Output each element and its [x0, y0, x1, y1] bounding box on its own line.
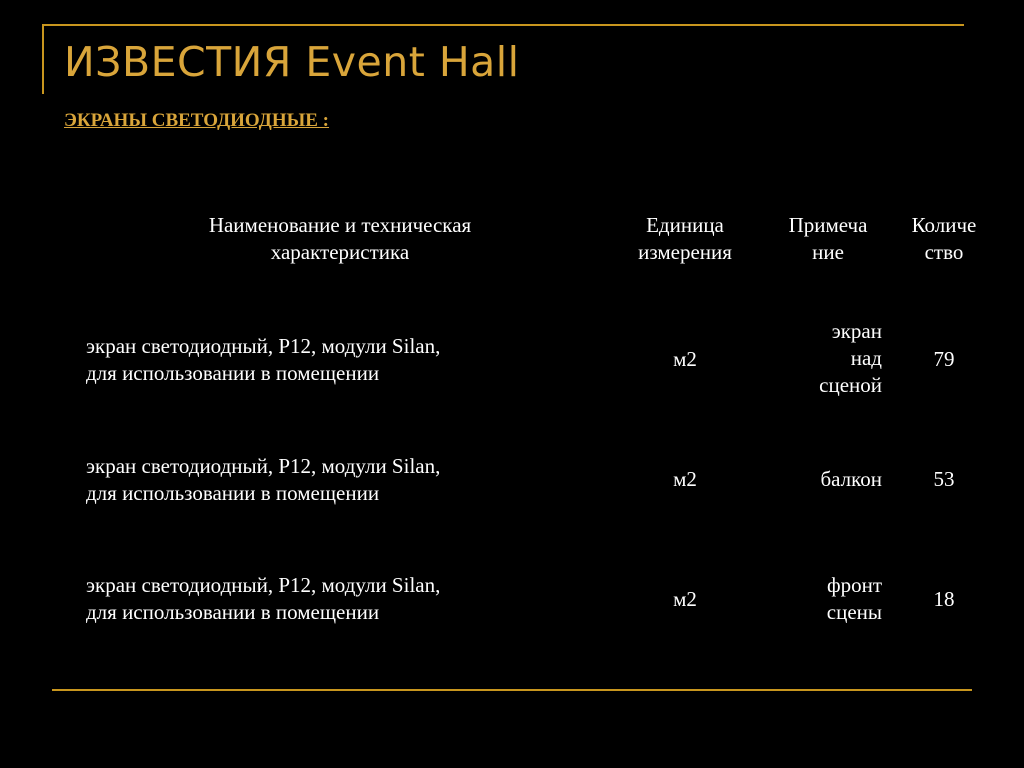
header-name-line1: Наименование и техническая: [208, 213, 472, 237]
row-2-note: [760, 466, 882, 493]
row-1-unit: м2: [673, 347, 697, 371]
header-note-line2: ние: [812, 240, 844, 264]
header-qty-line2: ство: [924, 240, 964, 264]
row-3-name-line2: для использовании в помещении: [86, 600, 380, 624]
row-2-unit: м2: [673, 467, 697, 491]
row-2-note-line1: балкон: [820, 467, 882, 491]
row-3-qty: 18: [933, 587, 955, 611]
row-1-note-line2: над: [850, 346, 882, 370]
row-3-note-line2: сцены: [826, 600, 882, 624]
slide-title: ИЗВЕСТИЯ Event Hall: [64, 38, 520, 86]
row-2-name: [86, 453, 586, 507]
row-1-name: [86, 333, 586, 387]
frame-bottom-line: [52, 689, 972, 691]
header-unit-line1: Единица: [646, 213, 724, 237]
row-1-name-line2: для использовании в помещении: [86, 361, 380, 385]
header-note-line1: Примеча: [788, 213, 868, 237]
row-1-qty: 79: [933, 347, 955, 371]
row-2-name-line2: для использовании в помещении: [86, 481, 380, 505]
row-3-note: [760, 572, 882, 626]
row-3-unit: м2: [673, 587, 697, 611]
header-note: [768, 212, 888, 266]
row-3-name: [86, 572, 586, 626]
row-1-note-line3: сценой: [819, 373, 882, 397]
header-unit: [612, 212, 758, 266]
frame-left-line: [42, 24, 44, 94]
header-qty: [896, 212, 992, 266]
row-2-name-line1: экран светодиодный, P12, модули Silan,: [86, 454, 441, 478]
header-unit-line2: измерения: [638, 240, 732, 264]
row-2-qty: 53: [933, 467, 955, 491]
row-3-name-line1: экран светодиодный, P12, модули Silan,: [86, 573, 441, 597]
frame-top-line: [42, 24, 964, 26]
header-name: [130, 212, 550, 266]
header-name-line2: характеристика: [270, 240, 410, 264]
header-qty-line1: Количе: [911, 213, 977, 237]
row-1-note: [760, 318, 882, 399]
row-1-name-line1: экран светодиодный, P12, модули Silan,: [86, 334, 441, 358]
slide-subtitle: ЭКРАНЫ СВЕТОДИОДНЫЕ :: [64, 110, 330, 131]
row-3-note-line1: фронт: [826, 573, 882, 597]
row-1-note-line1: экран: [831, 319, 882, 343]
